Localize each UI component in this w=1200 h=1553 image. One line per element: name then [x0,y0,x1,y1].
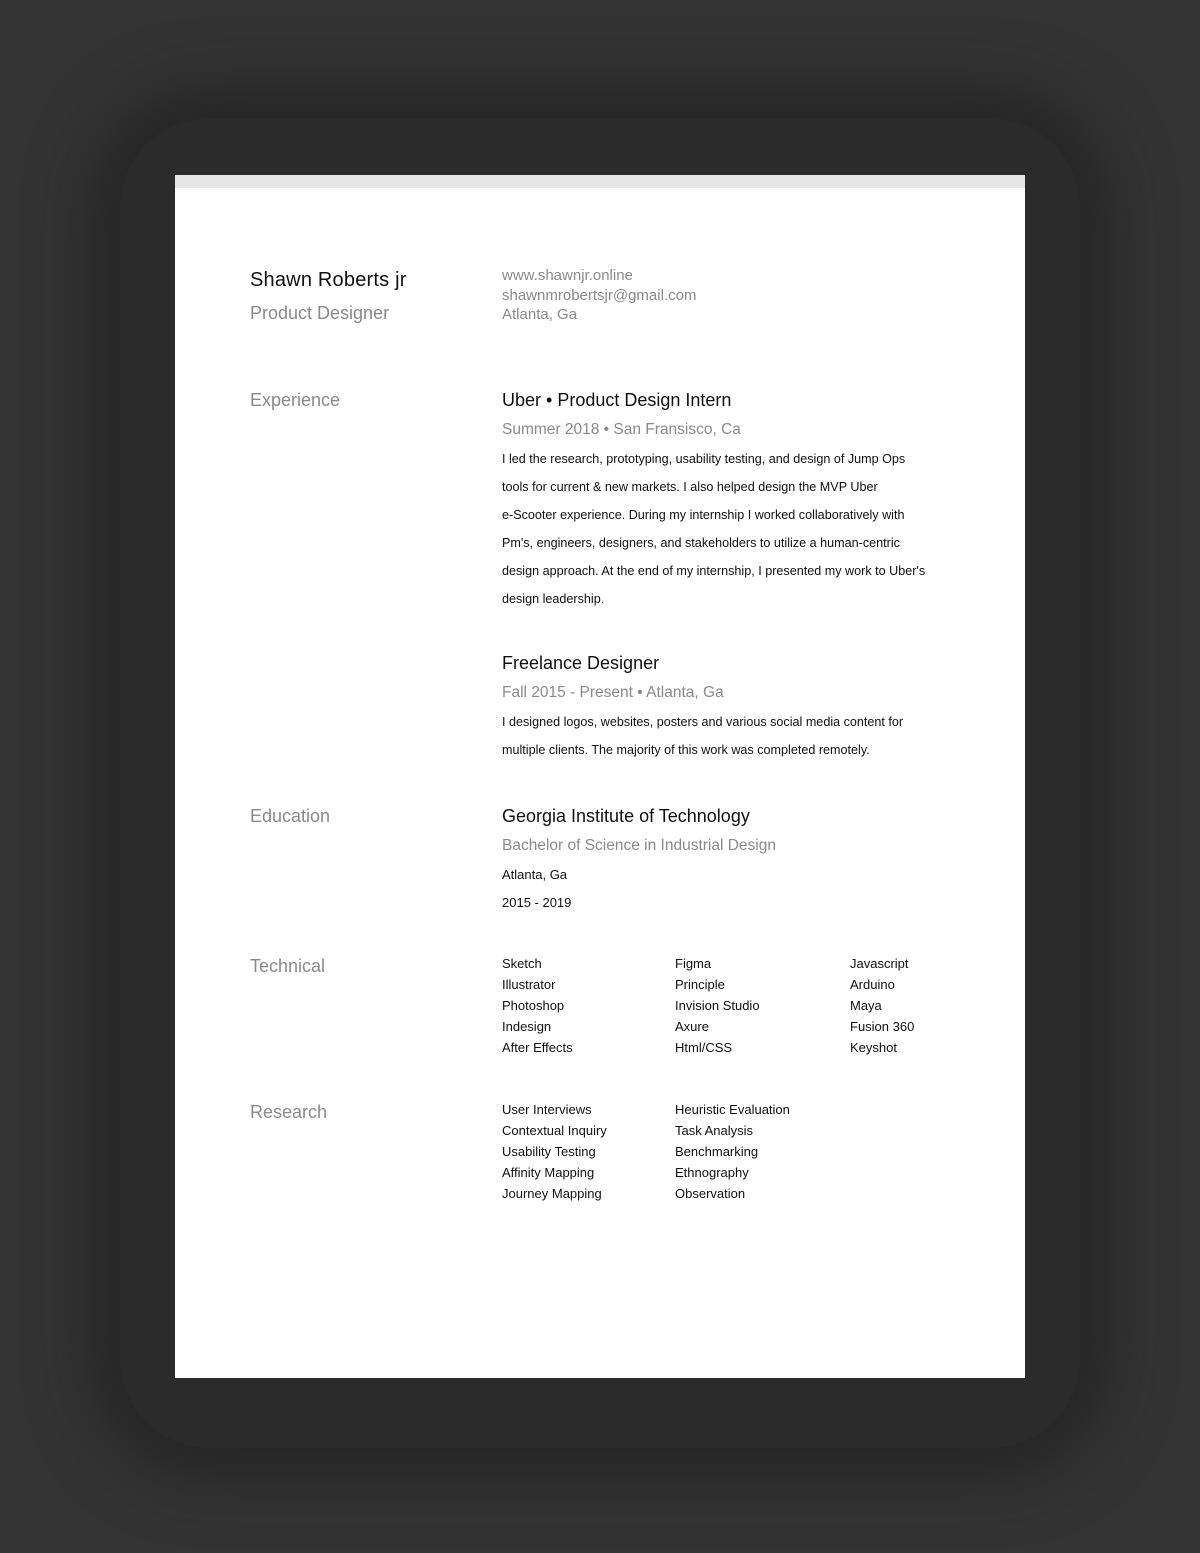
skill-item: Axure [675,1019,709,1034]
job-title: Uber • Product Design Intern [502,390,732,410]
research-item: Benchmarking [675,1144,759,1159]
research-item: User Interviews [502,1102,592,1117]
description-line: design approach. At the end of my internship, I presented my work to Uber's [502,564,926,578]
research-item: Affinity Mapping [502,1165,595,1180]
contact-website[interactable]: www.shawnjr.online [502,267,633,284]
research-column [502,1099,607,1204]
job-title: Freelance Designer [502,653,660,673]
technical-column [850,953,914,1058]
section-label-research: Research [250,1102,328,1122]
contact-email[interactable]: shawnmrobertsjr@gmail.com [502,286,697,304]
degree: Bachelor of Science in Industrial Design [502,837,776,854]
skill-item: Principle [675,977,725,992]
research-item: Ethnography [675,1165,749,1180]
contact-block [502,266,696,325]
description-line: design leadership. [502,592,605,606]
technical-column [502,953,573,1058]
section-label-technical: Technical [250,956,326,976]
skill-item: Arduino [850,977,895,992]
skill-item: Html/CSS [675,1040,733,1055]
skill-item: Figma [675,956,712,971]
description-line: I designed logos, websites, posters and various social media content for [502,715,904,729]
candidate-name: Shawn Roberts jr [250,269,407,291]
research-item: Contextual Inquiry [502,1123,607,1138]
research-item: Heuristic Evaluation [675,1102,790,1117]
skill-item: After Effects [502,1040,573,1055]
skill-item: Maya [850,998,882,1013]
description-line: tools for current & new markets. I also helped design the MVP Uber [502,480,878,494]
school-location: Atlanta, Ga [502,867,568,882]
job-meta: Fall 2015 - Present • Atlanta, Ga [502,684,724,701]
research-item: Usability Testing [502,1144,596,1159]
research-item: Task Analysis [675,1123,754,1138]
contact-location: Atlanta, Ga [502,306,578,323]
research-item: Observation [675,1186,746,1201]
skill-item: Invision Studio [675,998,760,1013]
skill-item: Illustrator [502,977,556,992]
job-meta: Summer 2018 • San Fransisco, Ca [502,421,741,438]
research-item: Journey Mapping [502,1186,602,1201]
skill-item: Keyshot [850,1040,897,1055]
description-line: Pm's, engineers, designers, and stakeholders to utilize a human-centric [502,536,900,550]
skill-item: Indesign [502,1019,552,1034]
description-line: multiple clients. The majority of this work was completed remotely. [502,743,870,757]
description-line: I led the research, prototyping, usability testing, and design of Jump Ops [502,452,906,466]
skill-item: Fusion 360 [850,1019,915,1034]
school-years: 2015 - 2019 [502,895,572,910]
skill-item: Sketch [502,956,542,971]
skill-item: Photoshop [502,998,565,1013]
description-line: e-Scooter experience. During my internship I worked collaboratively with [502,508,905,522]
job-description [502,708,962,764]
skill-item: Javascript [850,956,909,971]
page-top-bar [175,175,1025,188]
research-column [675,1099,790,1204]
section-label-education: Education [250,806,331,826]
job-description [502,445,962,613]
candidate-title: Product Designer [250,303,390,323]
resume-page [175,175,1025,1378]
technical-column [675,953,760,1058]
section-label-experience: Experience [250,390,341,410]
school-name: Georgia Institute of Technology [502,806,750,826]
